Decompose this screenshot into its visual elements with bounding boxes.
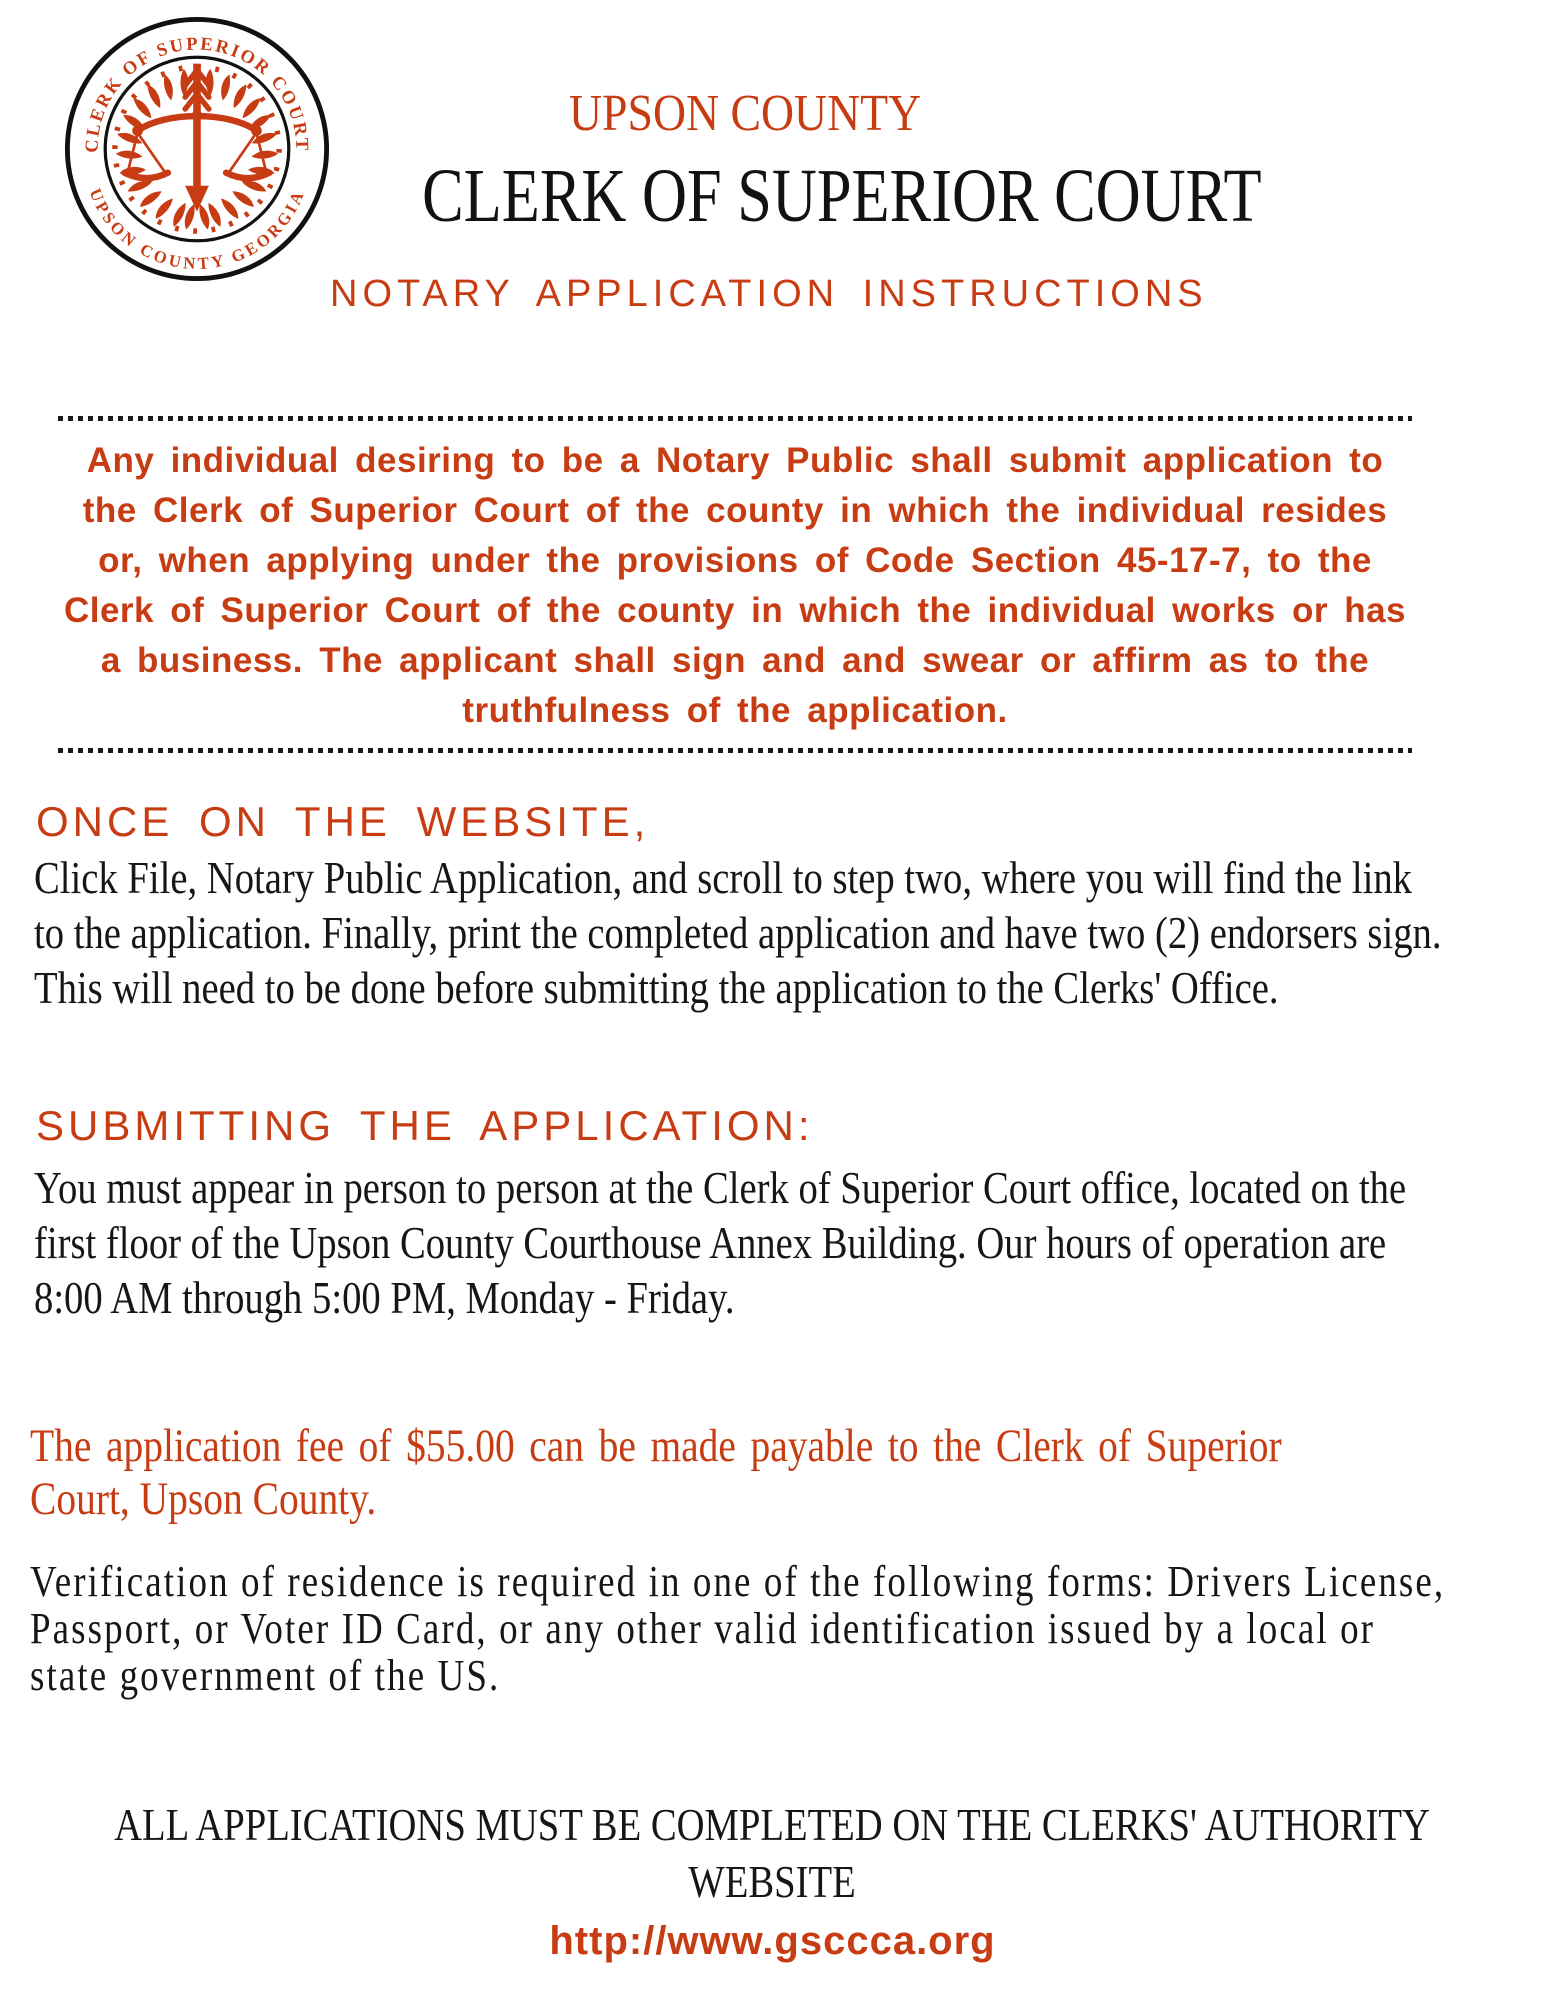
- dotted-divider-top: [58, 416, 1412, 421]
- verification-paragraph-text: Verification of residence is required in one of the following forms: Drivers License, Passport, or Voter ID Card, or any other valid identification issued by a local or state government of the US.: [30, 1557, 1446, 1700]
- section-heading-website: ONCE ON THE WEBSITE,: [36, 798, 650, 845]
- section-heading-submitting: SUBMITTING THE APPLICATION:: [36, 1102, 814, 1149]
- section-website-body: Click File, Notary Public Application, and scroll to step two, where you will find the link to the application. Finally, print the completed application and have two (2) endorsers sign. This will need to be done before submitting the application to the Clerks' Office.: [34, 852, 1442, 1013]
- verification-paragraph: [30, 1558, 1545, 1699]
- section-submitting-body: You must appear in person to person at the Clerk of Superior Court office, located on the first floor of the Upson County Courthouse Annex Building. Our hours of operation are 8:00 AM through 5:00 PM, Monday - Friday.: [34, 1162, 1407, 1323]
- statute-notice-text: Any individual desiring to be a Notary Public shall submit application to the Clerk of Superior Court of the county in which the individual resides or, when applying under the provisions of Code Section 45-17-7, to the Clerk of Superior Court of the county in which the individual works or has a business. The applicant shall sign and and swear or affirm as to the truthfulness of the application.: [63, 441, 1407, 730]
- dotted-divider-bottom: [58, 748, 1412, 753]
- section-website: [34, 850, 1545, 1015]
- section-submitting: [34, 1160, 1545, 1325]
- fee-paragraph: [30, 1420, 1520, 1526]
- title-main-row: [330, 154, 1262, 238]
- county-seal: [62, 14, 332, 284]
- website-url[interactable]: http://www.gsccca.org: [549, 1919, 996, 1963]
- seal-ring-top-text: CLERK OF SUPERIOR COURT: [81, 33, 313, 154]
- page-subtitle: NOTARY APPLICATION INSTRUCTIONS: [330, 273, 1208, 315]
- fee-paragraph-text: The application fee of $55.00 can be made payable to the Clerk of Superior Court, Upson County.: [30, 1420, 1282, 1525]
- seal-ring-bottom-text: UPSON COUNTY GEORGIA: [85, 185, 309, 274]
- title-county: UPSON COUNTY: [568, 85, 922, 142]
- page-title: CLERK OF SUPERIOR COURT: [422, 154, 1262, 238]
- header: [330, 84, 1262, 316]
- footer-notice: ALL APPLICATIONS MUST BE COMPLETED ON THE CLERKS' AUTHORITY WEBSITE: [114, 1799, 1430, 1907]
- title-county-row: [330, 84, 1160, 144]
